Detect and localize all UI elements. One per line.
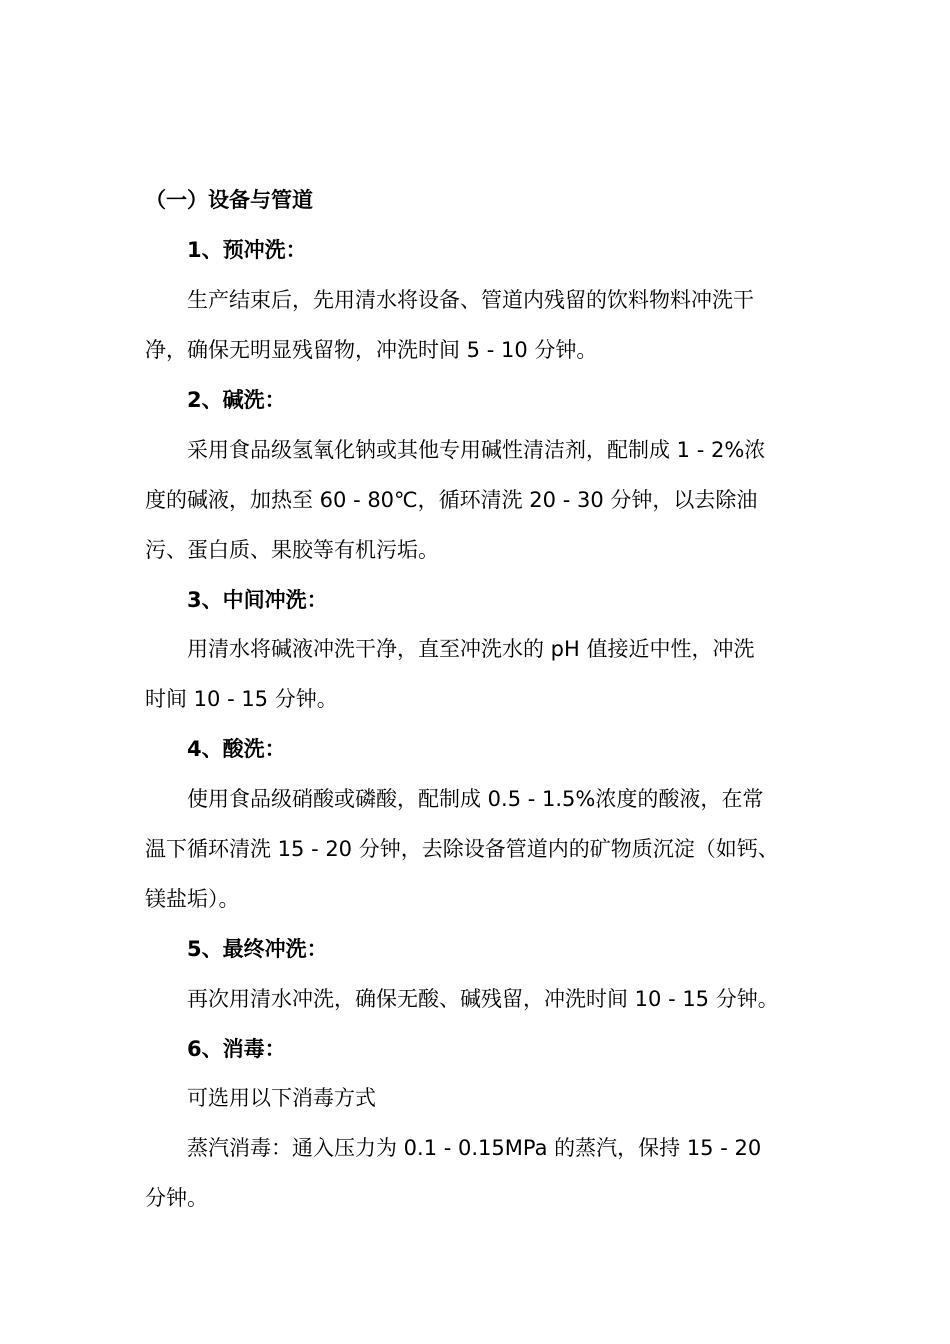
- step-6-line-2: 蒸汽消毒：通入压力为 0.1 - 0.15MPa 的蒸汽，保持 15 - 20: [187, 1136, 762, 1160]
- step-heading-1: 1、预冲洗：: [187, 238, 307, 262]
- step-2-line-3: 污、蛋白质、果胶等有机污垢。: [145, 538, 439, 562]
- step-2-line-2: 度的碱液，加热至 60 - 80℃，循环清洗 20 - 30 分钟，以去除油: [145, 488, 758, 512]
- step-heading-4: 4、酸洗：: [187, 737, 286, 761]
- step-6-line-1: 可选用以下消毒方式: [187, 1086, 376, 1110]
- step-4-line-2: 温下循环清洗 15 - 20 分钟，去除设备管道内的矿物质沉淀（如钙、: [145, 837, 779, 861]
- step-heading-5: 5、最终冲洗：: [187, 937, 328, 961]
- section-title: （一）设备与管道: [145, 188, 313, 212]
- step-5-line-1: 再次用清水冲洗，确保无酸、碱残留，冲洗时间 10 - 15 分钟。: [187, 987, 779, 1011]
- step-heading-3: 3、中间冲洗：: [187, 588, 328, 612]
- step-1-line-2: 净，确保无明显残留物，冲洗时间 5 - 10 分钟。: [145, 338, 598, 362]
- step-4-line-1: 使用食品级硝酸或磷酸，配制成 0.5 - 1.5%浓度的酸液，在常: [187, 787, 764, 811]
- step-heading-6: 6、消毒：: [187, 1037, 286, 1061]
- step-2-line-1: 采用食品级氢氧化钠或其他专用碱性清洁剂，配制成 1 - 2%浓: [187, 438, 766, 462]
- step-1-line-1: 生产结束后，先用清水将设备、管道内残留的饮料物料冲洗干: [187, 288, 754, 312]
- step-3-line-2: 时间 10 - 15 分钟。: [145, 687, 338, 711]
- step-6-line-3: 分钟。: [145, 1186, 208, 1210]
- step-4-line-3: 镁盐垢）。: [145, 887, 240, 911]
- step-3-line-1: 用清水将碱液冲洗干净，直至冲洗水的 pH 值接近中性，冲洗: [187, 637, 755, 661]
- step-heading-2: 2、碱洗：: [187, 388, 286, 412]
